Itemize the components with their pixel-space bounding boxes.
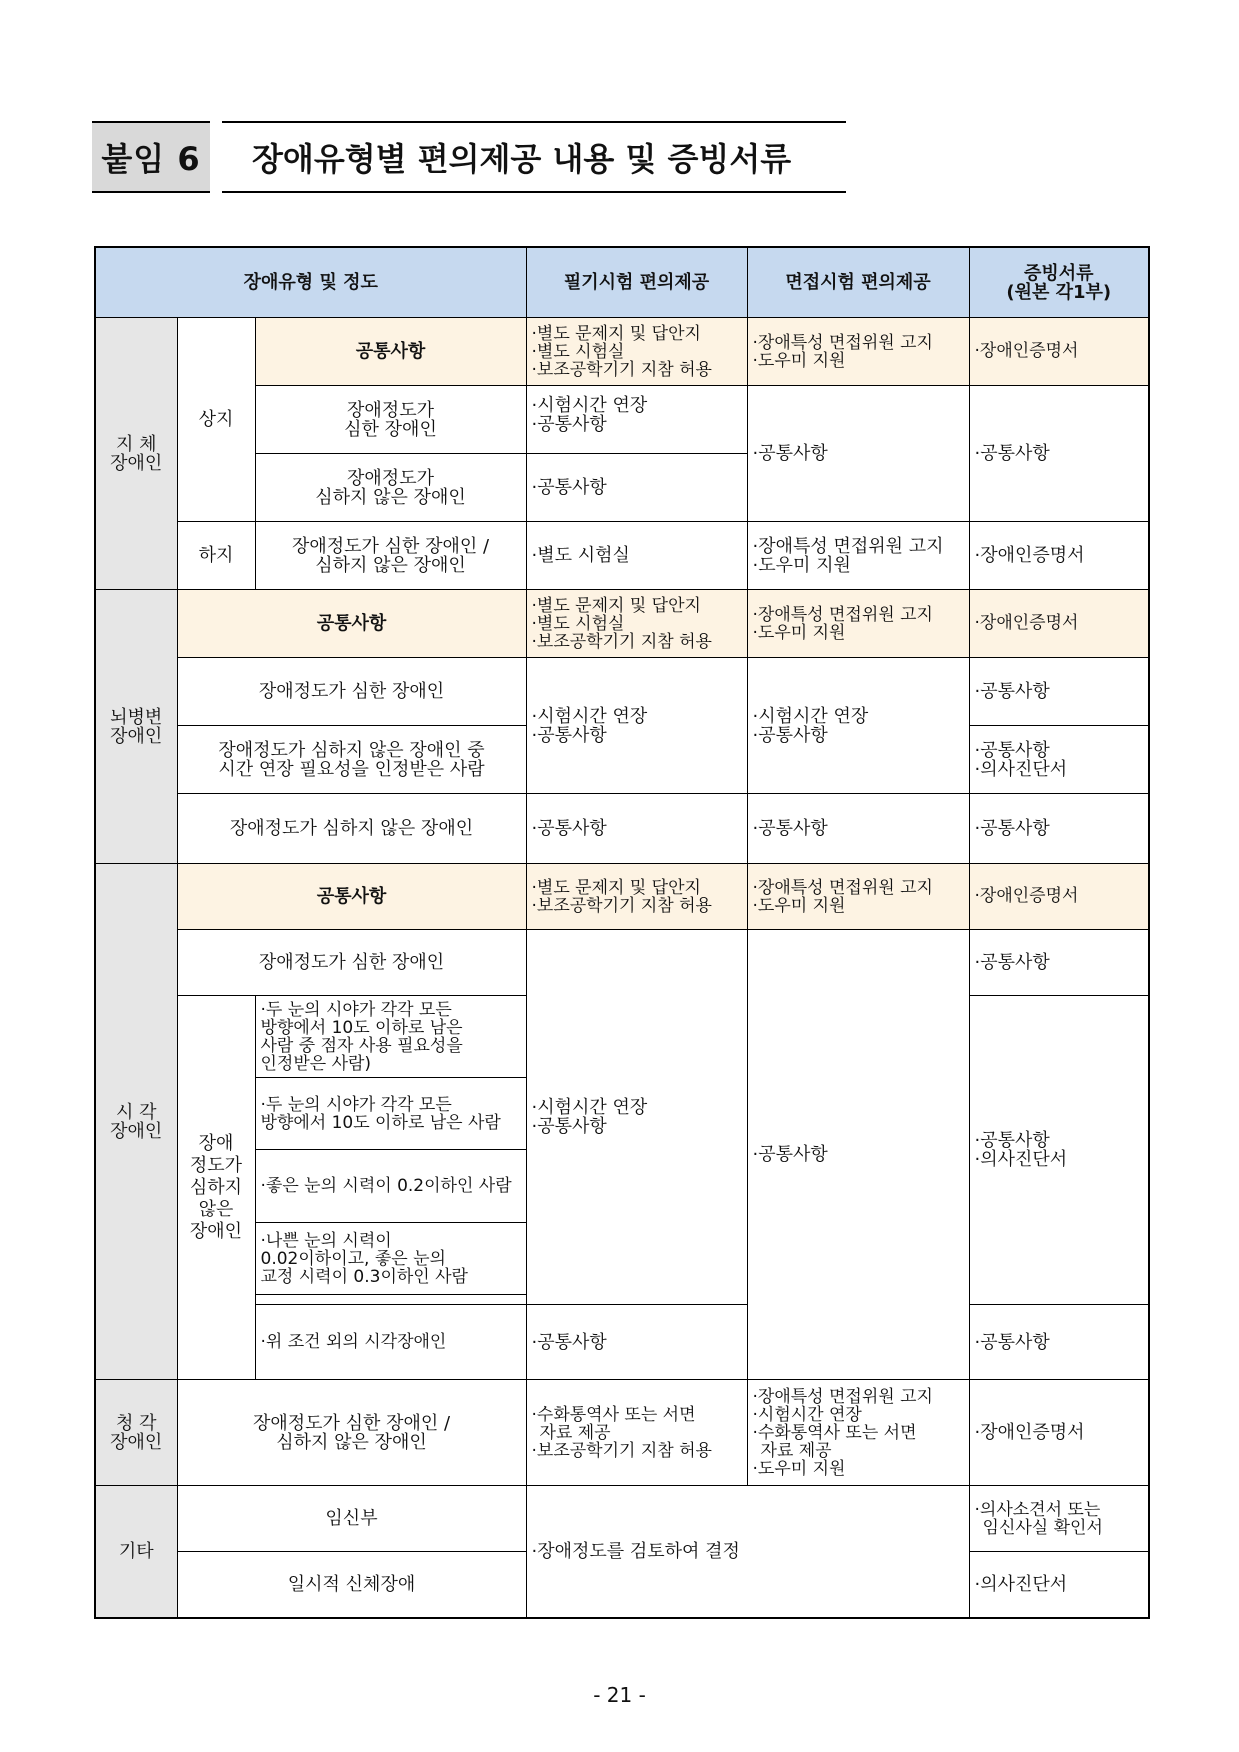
cell-docs: ·공통사항 bbox=[969, 930, 1149, 996]
group-other: 기타 bbox=[95, 1486, 177, 1618]
label-severe: 장애정도가 심한 장애인 bbox=[255, 386, 526, 454]
cell-written: ·별도 문제지 및 답안지 ·별도 시험실 ·보조공학기기 지참 허용 bbox=[526, 590, 747, 658]
cell-docs: ·공통사항 bbox=[969, 658, 1149, 726]
accommodation-table bbox=[94, 246, 1150, 1619]
cell-written: ·공통사항 bbox=[526, 1305, 747, 1380]
condition-spacer bbox=[255, 1295, 526, 1305]
group-brain: 뇌병변 장애인 bbox=[95, 590, 177, 864]
table-row bbox=[95, 930, 1149, 996]
condition-cell: ·위 조건 외의 시각장애인 bbox=[255, 1305, 526, 1380]
table-row bbox=[95, 1380, 1149, 1486]
common-label: 공통사항 bbox=[177, 864, 526, 930]
label-pregnant: 임신부 bbox=[177, 1486, 526, 1552]
cell-docs: ·의사진단서 bbox=[969, 1552, 1149, 1618]
table-row bbox=[95, 658, 1149, 726]
group-visual: 시 각 장애인 bbox=[95, 864, 177, 1380]
label-temporary: 일시적 신체장애 bbox=[177, 1552, 526, 1618]
label-severe: 장애정도가 심한 장애인 bbox=[177, 930, 526, 996]
cell-docs: ·의사소견서 또는 임신사실 확인서 bbox=[969, 1486, 1149, 1552]
cell-written: ·시험시간 연장 ·공통사항 bbox=[526, 658, 747, 794]
cell-docs: ·공통사항 bbox=[969, 1305, 1149, 1380]
table-row bbox=[95, 864, 1149, 930]
cell-provision: ·장애정도를 검토하여 결정 bbox=[526, 1486, 969, 1618]
condition-cell: ·두 눈의 시야가 각각 모든 방향에서 10도 이하로 남은 사람 중 점자 사용 필요성을 인정받은 사람) bbox=[255, 996, 526, 1078]
col-header-written: 필기시험 편의제공 bbox=[526, 247, 747, 318]
cell-written: ·수화통역사 또는 서면 자료 제공 ·보조공학기기 지참 허용 bbox=[526, 1380, 747, 1486]
label-severe: 장애정도가 심한 장애인 bbox=[177, 658, 526, 726]
cell-docs: ·공통사항 bbox=[969, 794, 1149, 864]
condition-cell: ·두 눈의 시야가 각각 모든 방향에서 10도 이하로 남은 사람 bbox=[255, 1078, 526, 1150]
col-header-type: 장애유형 및 정도 bbox=[95, 247, 526, 318]
condition-cell: ·나쁜 눈의 시력이 0.02이하이고, 좋은 눈의 교정 시력이 0.3이하인 사람 bbox=[255, 1223, 526, 1295]
condition-cell: ·좋은 눈의 시력이 0.2이하인 사람 bbox=[255, 1150, 526, 1223]
table-row bbox=[95, 522, 1149, 590]
cell-written: ·별도 문제지 및 답안지 ·별도 시험실 ·보조공학기기 지참 허용 bbox=[526, 318, 747, 386]
page-number: - 21 - bbox=[593, 1683, 646, 1707]
cell-docs: ·장애인증명서 bbox=[969, 864, 1149, 930]
group-physical: 지 체 장애인 bbox=[95, 318, 177, 590]
cell-docs: ·장애인증명서 bbox=[969, 318, 1149, 386]
cell-interview: ·장애특성 면접위원 고지 ·시험시간 연장 ·수화통역사 또는 서면 자료 제공 ·도우미 지원 bbox=[747, 1380, 969, 1486]
col-header-docs: 증빙서류 (원본 각1부) bbox=[969, 247, 1149, 318]
cell-docs: ·공통사항 ·의사진단서 bbox=[969, 726, 1149, 794]
label-mild-extension: 장애정도가 심하지 않은 장애인 중 시간 연장 필요성을 인정받은 사람 bbox=[177, 726, 526, 794]
cell-interview: ·공통사항 bbox=[747, 930, 969, 1380]
label-lower-type: 장애정도가 심한 장애인 / 심하지 않은 장애인 bbox=[255, 522, 526, 590]
label-lower-limb: 하지 bbox=[177, 522, 255, 590]
cell-interview: ·공통사항 bbox=[747, 386, 969, 522]
cell-interview: ·장애특성 면접위원 고지 ·도우미 지원 bbox=[747, 590, 969, 658]
label-hearing-type: 장애정도가 심한 장애인 / 심하지 않은 장애인 bbox=[177, 1380, 526, 1486]
col-header-interview: 면접시험 편의제공 bbox=[747, 247, 969, 318]
cell-docs: ·장애인증명서 bbox=[969, 522, 1149, 590]
group-hearing: 청 각 장애인 bbox=[95, 1380, 177, 1486]
cell-interview: ·장애특성 면접위원 고지 ·도우미 지원 bbox=[747, 318, 969, 386]
cell-interview: ·시험시간 연장 ·공통사항 bbox=[747, 658, 969, 794]
cell-written: ·별도 시험실 bbox=[526, 522, 747, 590]
table-row bbox=[95, 1486, 1149, 1552]
table-row bbox=[95, 590, 1149, 658]
table-row bbox=[95, 794, 1149, 864]
cell-docs: ·공통사항 ·의사진단서 bbox=[969, 996, 1149, 1305]
cell-written: ·공통사항 bbox=[526, 794, 747, 864]
cell-docs: ·장애인증명서 bbox=[969, 1380, 1149, 1486]
cell-written: ·별도 문제지 및 답안지 ·보조공학기기 지참 허용 bbox=[526, 864, 747, 930]
cell-interview: ·장애특성 면접위원 고지 ·도우미 지원 bbox=[747, 522, 969, 590]
cell-written: ·시험시간 연장 ·공통사항 bbox=[526, 386, 747, 454]
label-upper-limb: 상지 bbox=[177, 318, 255, 522]
cell-docs: ·장애인증명서 bbox=[969, 590, 1149, 658]
label-mild: 장애정도가 심하지 않은 장애인 bbox=[177, 794, 526, 864]
attachment-badge: 붙임 6 bbox=[92, 121, 210, 193]
common-label: 공통사항 bbox=[177, 590, 526, 658]
label-visual-mild: 장애 정도가 심하지 않은 장애인 bbox=[177, 996, 255, 1380]
common-label: 공통사항 bbox=[255, 318, 526, 386]
cell-docs: ·공통사항 bbox=[969, 386, 1149, 522]
table-header-row bbox=[95, 247, 1149, 318]
cell-written: ·시험시간 연장 ·공통사항 bbox=[526, 930, 747, 1305]
cell-interview: ·장애특성 면접위원 고지 ·도우미 지원 bbox=[747, 864, 969, 930]
table-row bbox=[95, 318, 1149, 386]
cell-written: ·공통사항 bbox=[526, 454, 747, 522]
cell-interview: ·공통사항 bbox=[747, 794, 969, 864]
page-title: 장애유형별 편의제공 내용 및 증빙서류 bbox=[222, 121, 846, 193]
label-mild: 장애정도가 심하지 않은 장애인 bbox=[255, 454, 526, 522]
